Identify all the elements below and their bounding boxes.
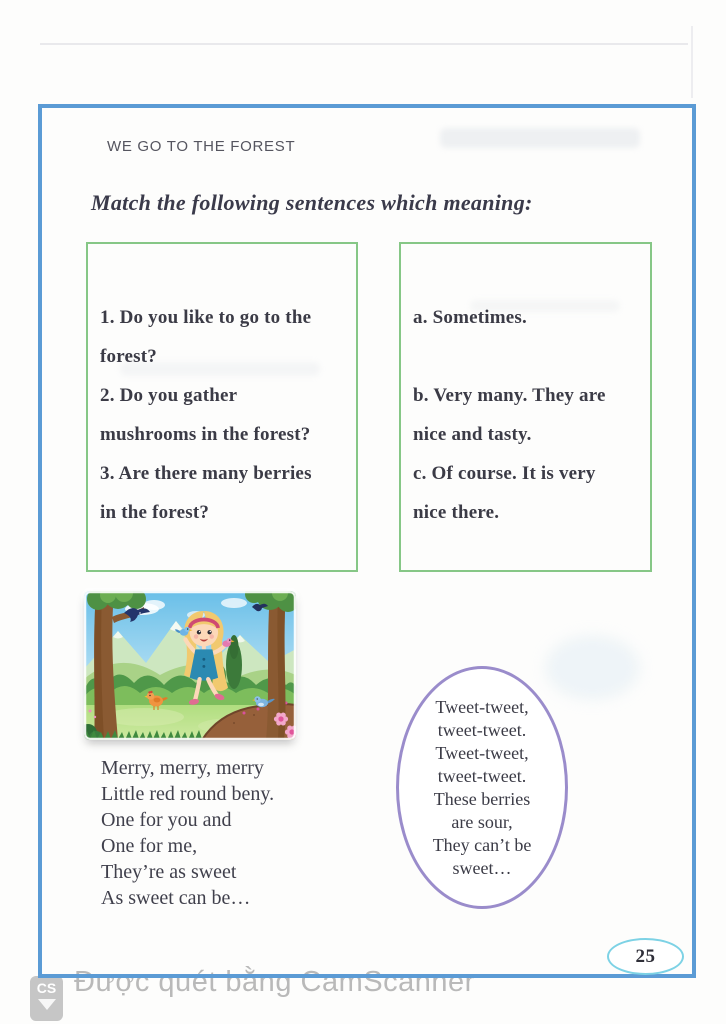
speech-line: These berries [433,788,531,809]
poem-line: As sweet can be… [101,887,251,909]
page-number-badge [607,938,684,975]
questions-box [86,242,358,572]
forest-illustration [84,591,296,740]
answer-line: nice there. [413,502,500,523]
answer-line: nice and tasty. [413,424,532,445]
exercise-instruction: Match the following sentences which meaning: [91,190,533,215]
question-line: 1. Do you like to go to the [100,307,312,328]
poem-line: Little red round beny. [101,783,275,805]
page-number: 25 [635,945,656,967]
question-line: forest? [100,346,157,367]
question-line: 2. Do you gather [100,385,238,406]
poem-line: One for you and [101,809,232,831]
speech-line: tweet-tweet. [437,765,527,786]
poem-line: They’re as sweet [101,861,237,883]
speech-oval [396,666,568,909]
speech-line: are sour, [451,811,513,832]
answer-line: c. Of course. It is very [413,463,596,484]
question-line: 3. Are there many berries [100,463,312,484]
poem [101,755,274,911]
camscanner-watermark-text: Được quét bằng CamScanner [74,966,475,998]
unit-header: WE GO TO THE FOREST [107,138,296,155]
speech-line: tweet-tweet. [437,719,527,740]
camscanner-icon [30,976,63,1021]
scan-edge-line-right [691,26,693,98]
scan-fold-icon [38,999,56,1010]
speech-line: Tweet-tweet, [435,696,529,717]
question-line: mushrooms in the forest? [100,424,311,445]
speech-line: sweet… [452,857,512,878]
scan-bleedthrough-smudge [440,128,640,148]
answer-line: b. Very many. They are [413,385,606,406]
scan-bleedthrough-smudge [545,635,640,700]
answers-box [399,242,652,572]
speech-line: Tweet-tweet, [435,742,529,763]
poem-line: One for me, [101,835,198,857]
answer-line [413,337,644,376]
scan-edge-line-top [40,43,688,45]
camscanner-icon-label: CS [36,980,57,996]
question-line: in the forest? [100,502,210,523]
speech-line: They can’t be [432,834,532,855]
poem-line: Merry, merry, merry [101,757,264,779]
answer-line: a. Sometimes. [413,307,527,328]
